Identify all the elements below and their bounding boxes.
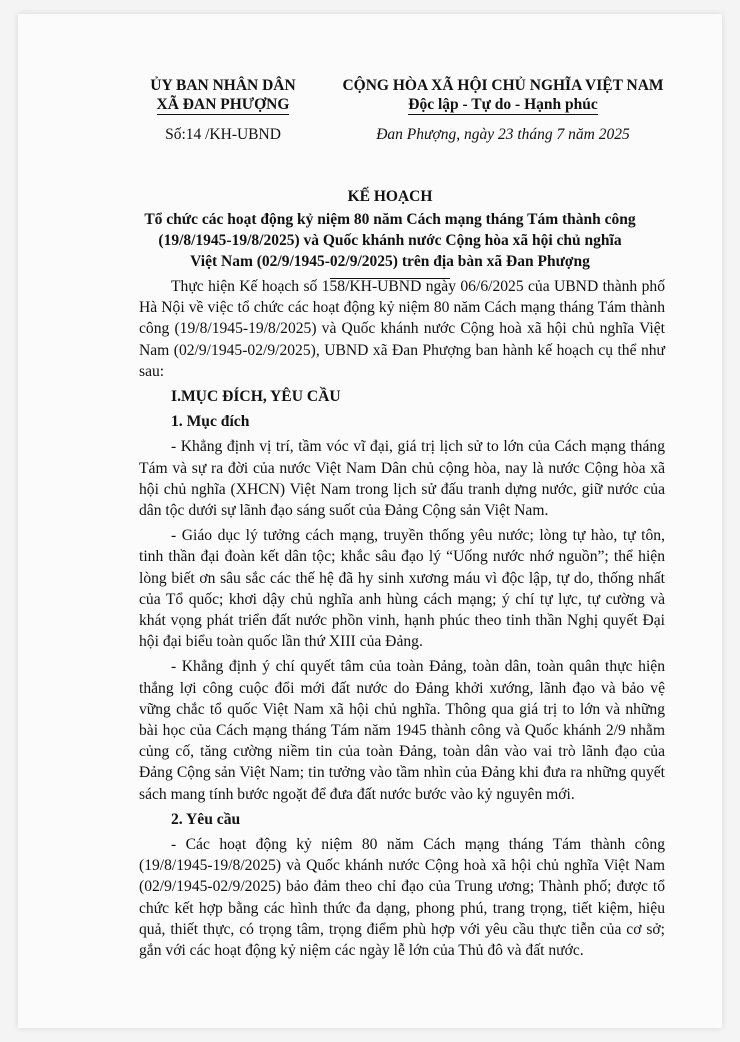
country-name: CỘNG HÒA XÃ HỘI CHỦ NGHĨA VIỆT NAM (342, 77, 664, 94)
intro-paragraph: Thực hiện Kế hoạch số 158/KH-UBND ngày 06/6/2025 của UBND thành phố Hà Nội về việc tổ chức các hoạt động kỷ niệm 80 năm Cách mạng tháng Tám thành công (19/8/1945-19/8/2025) và Quốc khánh nước Cộng hoà xã hội chủ nghĩa Việt Nam (02/9/1945-02/9/2025), UBND xã Đan Phượng ban hành kế hoạch cụ thể như sau: (139, 278, 665, 380)
agency-parent: ỦY BAN NHÂN DÂN (150, 77, 296, 94)
national-motto: Độc lập - Tự do - Hạnh phúc (408, 96, 598, 113)
agency-name: XÃ ĐAN PHƯỢNG (156, 96, 290, 113)
document-number: Số:14 /KH-UBND (165, 126, 281, 143)
issuing-agency-block (128, 76, 318, 144)
document-body (139, 276, 665, 965)
purpose-paragraph: - Giáo dục lý tưởng cách mạng, truyền thống yêu nước; lòng tự hào, tự tôn, tinh thần đại đoàn kết dân tộc; khắc sâu đạo lý “Uống nước nhớ nguồn”; thể hiện lòng biết ơn sâu sắc các thế hệ đã hy sinh xương máu vì độc lập, tự do, thống nhất của Tổ quốc; khơi dậy chủ nghĩa anh hùng cách mạng; ý chí tự lực, tự cường và khát vọng phát triển đất nước phồn vinh, hạnh phúc theo tinh thần Nghị quyết Đại hội đại biểu toàn quốc lần thứ XIII của Đảng. (139, 527, 665, 651)
purpose-paragraph: - Khẳng định ý chí quyết tâm của toàn Đảng, toàn dân, toàn quân thực hiện thắng lợi công cuộc đổi mới đất nước do Đảng khởi xướng, lãnh đạo và bảo vệ vững chắc tổ quốc Việt Nam xã hội chủ nghĩa. Thông qua giá trị to lớn và những bài học của Cách mạng tháng Tám năm 1945 thành công và Quốc khánh 2/9 nhằm củng cố, tăng cường niềm tin của toàn Đảng, toàn dân vào vai trò lãnh đạo của Đảng Cộng sản Việt Nam; tin tưởng vào tầm nhìn của Đảng khi đưa ra những quyết sách mang tính bước ngoặt để đưa đất nước bước vào kỷ nguyên mới. (139, 658, 665, 803)
requirements-paragraph: - Các hoạt động kỷ niệm 80 năm Cách mạng tháng Tám thành công (19/8/1945-19/8/2025) và Quốc khánh nước Cộng hoà xã hội chủ nghĩa Việt Nam (02/9/1945-02/9/2025) bảo đảm theo chỉ đạo của Trung ương; Thành phố; được tổ chức kết hợp bằng các hình thức đa dạng, phong phú, trang trọng, tiết kiệm, hiệu quả, thiết thực, có trọng tâm, trọng điểm phù hợp với yêu cầu thực tiễn của cơ sở; gắn với các hoạt động kỷ niệm các ngày lễ lớn của Thủ đô và đất nước. (139, 836, 665, 960)
document-page (18, 14, 722, 1028)
subsection-heading-requirements: 2. Yêu cầu (171, 810, 241, 828)
section-heading-1: I.MỤC ĐÍCH, YÊU CẦU (171, 388, 341, 406)
purpose-paragraph: - Khẳng định vị trí, tầm vóc vĩ đại, giá trị lịch sử to lớn của Cách mạng tháng Tám và sự ra đời của nước Việt Nam Dân chủ cộng hòa, nay là nước Cộng hòa xã hội chủ nghĩa (XHCN) Việt Nam trong lịch sử đấu tranh dựng nước, giữ nước của dân tộc dưới sự lãnh đạo sáng suốt của Đảng Cộng sản Việt Nam. (139, 438, 665, 520)
title-line-3: Việt Nam (02/9/1945-02/9/2025) trên địa bàn xã Đan Phượng (190, 253, 590, 270)
title-line-2: (19/8/1945-19/8/2025) và Quốc khánh nước Cộng hòa xã hội chủ nghĩa (158, 232, 622, 249)
subsection-heading-purpose: 1. Mục đích (171, 413, 250, 431)
place-and-date: Đan Phượng, ngày 23 tháng 7 năm 2025 (376, 126, 630, 143)
national-title-block (330, 76, 676, 144)
document-type: KẾ HOẠCH (347, 188, 433, 205)
title-line-1: Tổ chức các hoạt động kỷ niệm 80 năm Cách mạng tháng Tám thành công (144, 211, 636, 228)
document-title (110, 186, 670, 279)
